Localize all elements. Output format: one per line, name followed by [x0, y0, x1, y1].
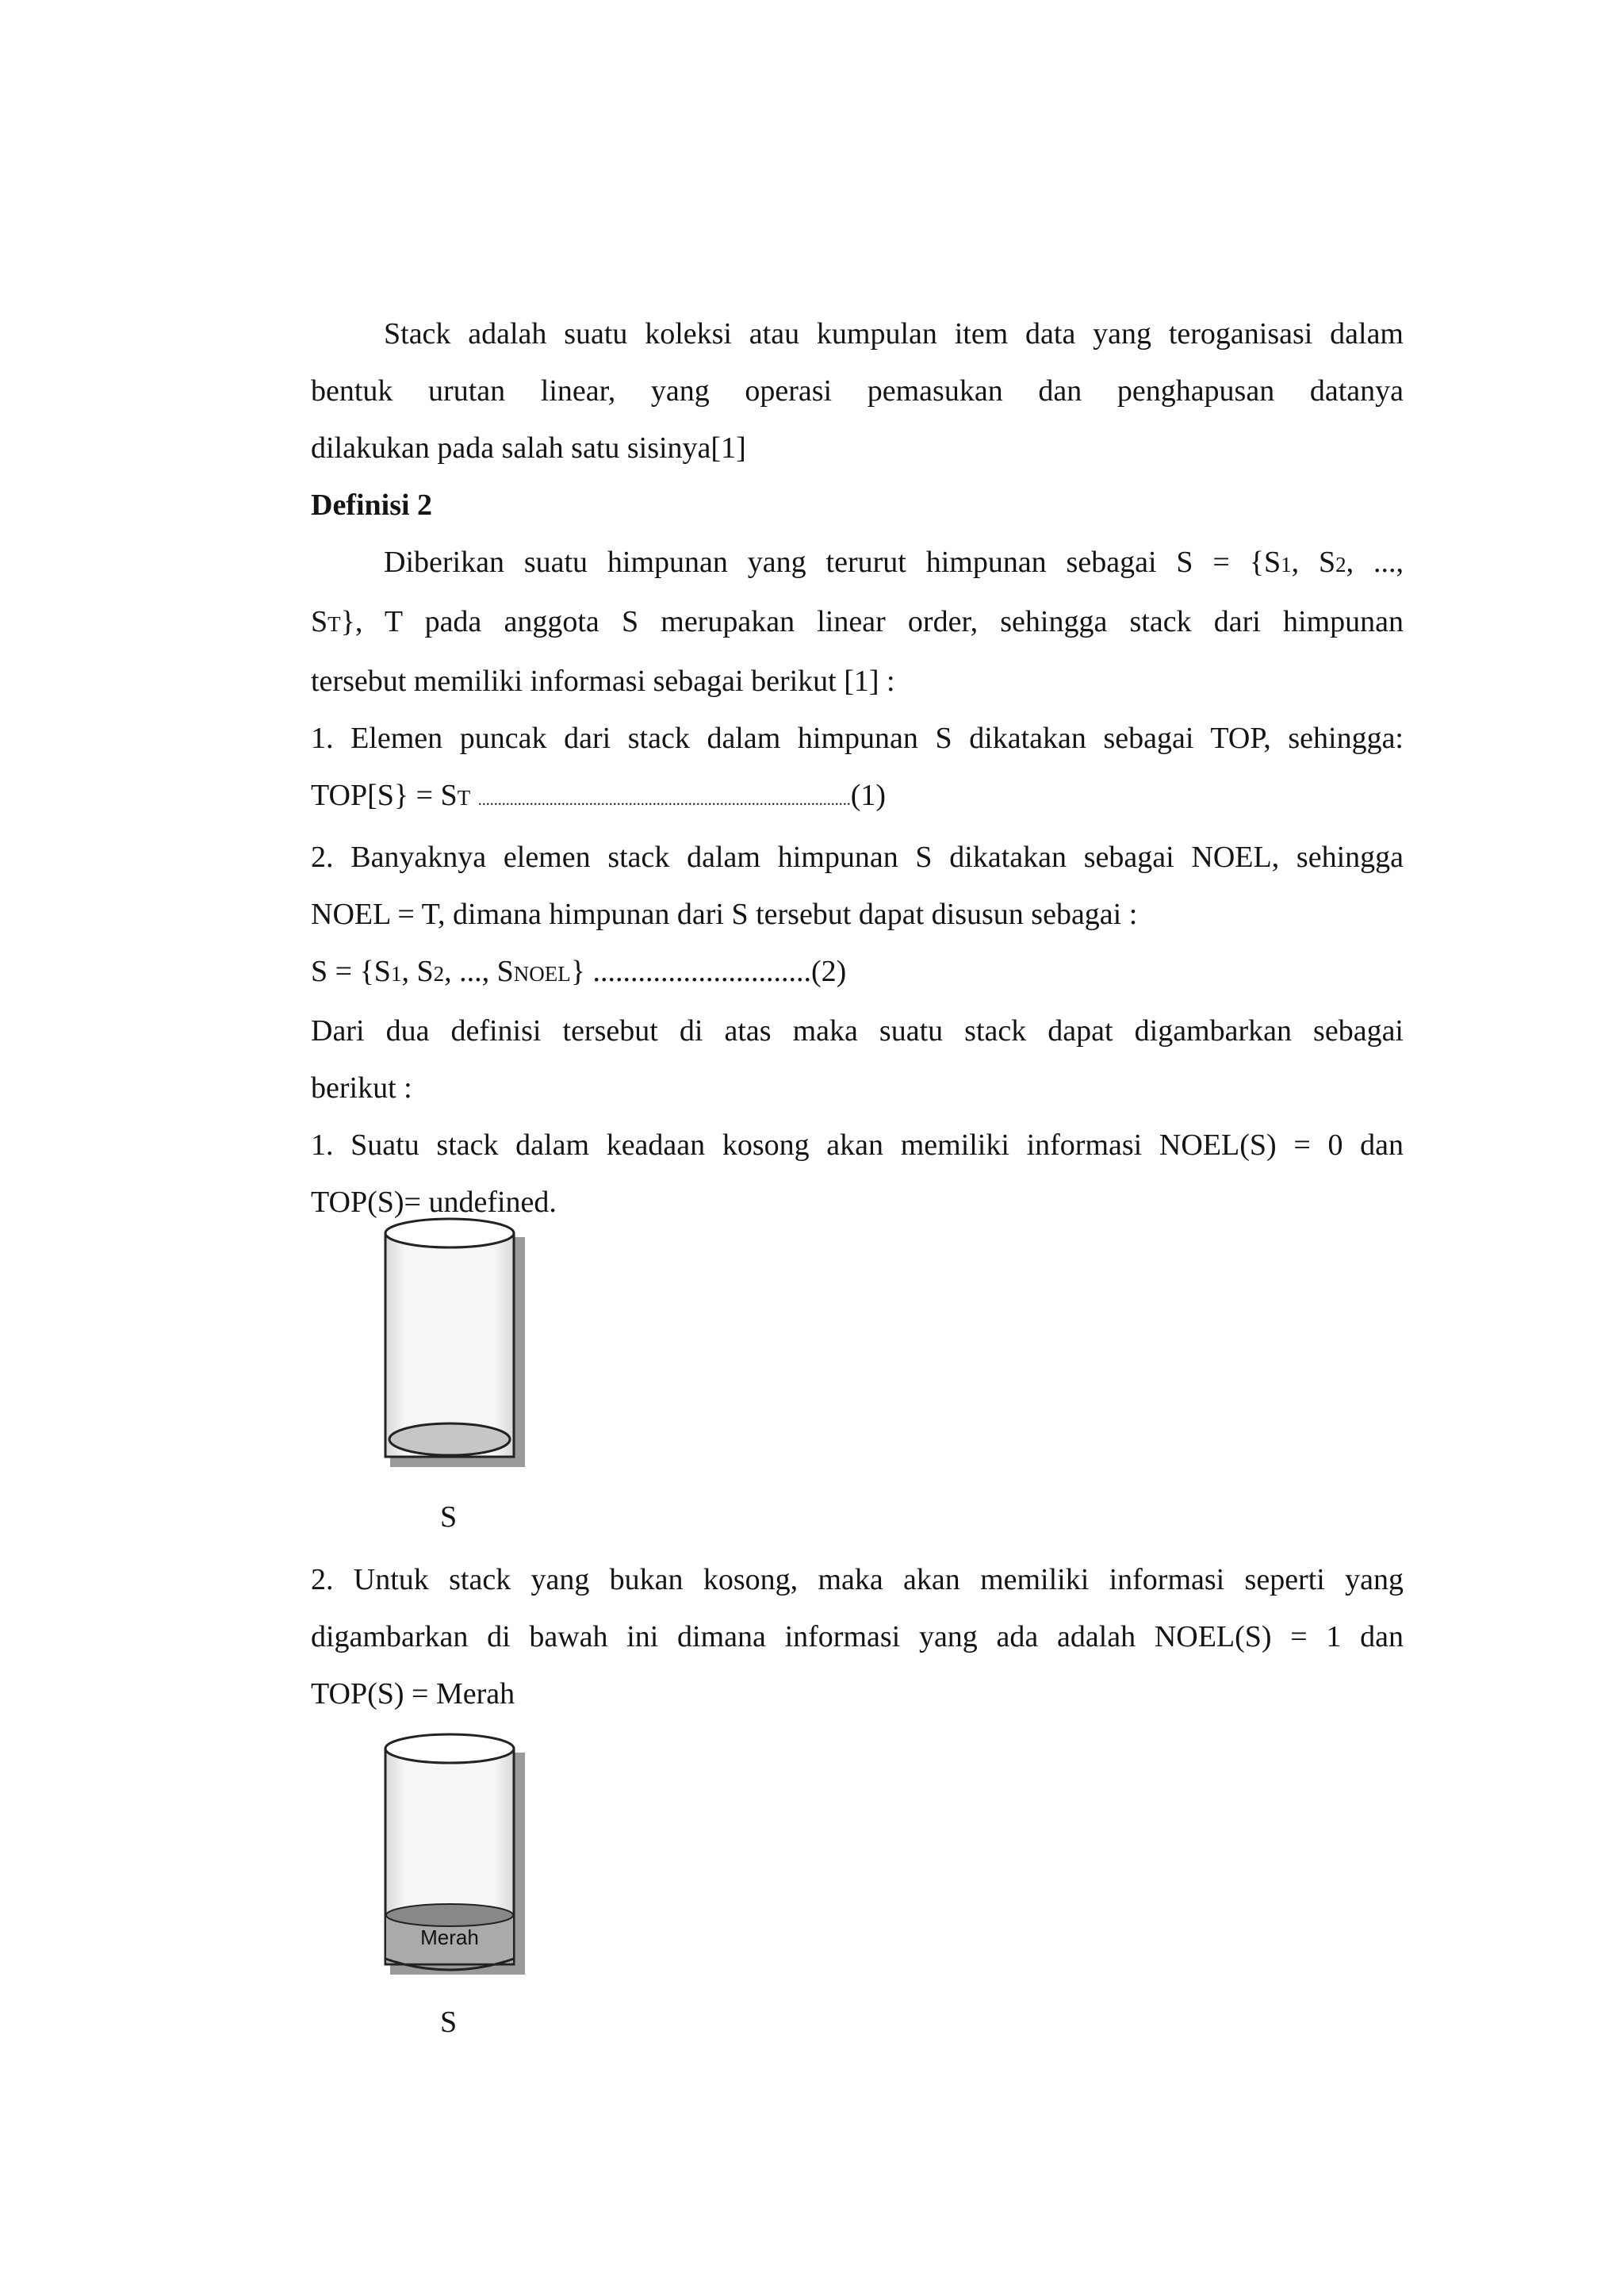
intro-line-1: Stack adalah suatu koleksi atau kumpulan item data yang teroganisasi dalam	[384, 317, 1404, 351]
case-1-line-2: TOP(S)= undefined.	[311, 1186, 557, 1219]
list-item-2-line-2: NOEL = T, dimana himpunan dari S tersebut dapat disusun sebagai :	[311, 898, 1138, 931]
case-2-line-1: 2. Untuk stack yang bukan kosong, maka akan memiliki informasi seperti yang	[311, 1563, 1404, 1596]
document-body	[311, 305, 1404, 1231]
cylinder-bottom	[389, 1423, 510, 1455]
case-2-line-2: digambarkan di bawah ini dimana informasi yang ada adalah NOEL(S) = 1 dan	[311, 1620, 1404, 1653]
stack-element-label: Merah	[420, 1925, 479, 1949]
definition-heading: Definisi 2	[311, 489, 433, 522]
list-item-1: 1. Elemen puncak dari stack dalam himpunan S dikatakan sebagai TOP, sehingga:	[311, 722, 1404, 755]
summary-line-1: Dari dua definisi tersebut di atas maka suatu stack dapat digambarkan sebagai	[311, 1014, 1404, 1048]
empty-stack-figure	[373, 1213, 531, 1475]
case-1-line-1: 1. Suatu stack dalam keadaan kosong akan memiliki informasi NOEL(S) = 0 dan	[311, 1128, 1404, 1162]
filled-stack-figure	[373, 1729, 531, 1983]
equation-2: S = {S1, S2, ..., SNOEL} .............................(2)	[311, 955, 847, 988]
cylinder-top	[385, 1219, 514, 1247]
summary-line-2: berikut :	[311, 1071, 412, 1105]
list-item-2-line-1: 2. Banyaknya elemen stack dalam himpunan S dikatakan sebagai NOEL, sehingga	[311, 841, 1404, 874]
filled-stack-label: S	[440, 2006, 458, 2039]
definition-line-3: tersebut memiliki informasi sebagai berikut [1] :	[311, 665, 895, 698]
equation-1: TOP[S} = ST ..............................................................................................(1)	[311, 779, 887, 812]
intro-line-2: bentuk urutan linear, yang operasi pemasukan dan penghapusan datanya	[311, 374, 1404, 408]
document-body-continued	[311, 1551, 1404, 1722]
empty-stack-label: S	[440, 1500, 458, 1534]
definition-line-2: ST}, T pada anggota S merupakan linear order, sehingga stack dari himpunan	[311, 605, 1404, 638]
intro-line-3: dilakukan pada salah satu sisinya[1]	[311, 431, 746, 465]
definition-line-1: Diberikan suatu himpunan yang terurut himpunan sebagai S = {S1, S2, ...,	[384, 546, 1404, 579]
case-2-line-3: TOP(S) = Merah	[311, 1677, 515, 1711]
stack-element-top	[386, 1904, 513, 1926]
cylinder-top	[385, 1734, 514, 1763]
